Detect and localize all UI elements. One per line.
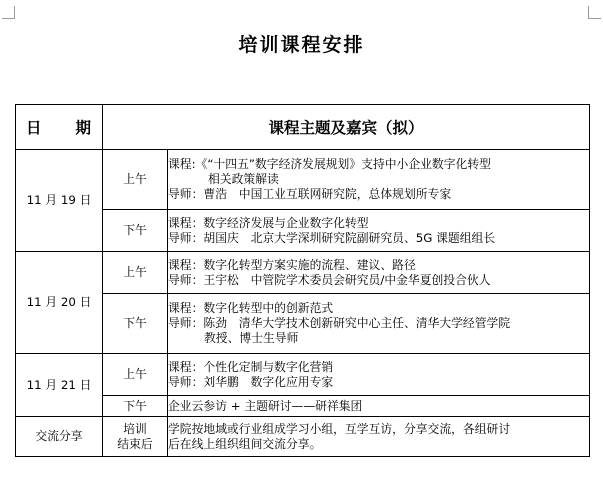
table-row xyxy=(16,354,590,396)
page-corner-mark-right xyxy=(588,6,601,19)
course-line: 企业云参访 + 主题研讨——研祥集团 xyxy=(168,398,363,413)
header-date xyxy=(16,105,103,150)
document-title: 培训课程安排 xyxy=(238,34,365,56)
table-header-row xyxy=(16,105,590,150)
session-period: 下午 xyxy=(103,210,168,252)
exchange-period xyxy=(103,417,168,457)
table-row xyxy=(16,150,590,210)
header-date-label: 日 期 xyxy=(25,117,92,137)
course-line: 课程：数字化转型方案实施的流程、建议、路径 xyxy=(168,257,416,272)
header-topic: 课程主题及嘉宾（拟） xyxy=(103,105,590,150)
session-period: 下午 xyxy=(103,396,168,417)
day-date: 11 月 20 日 xyxy=(16,252,103,354)
speaker-line: 导师：王宇松 中管院学术委员会研究员/中金华夏创投合伙人 xyxy=(168,272,491,287)
table-row xyxy=(16,252,590,294)
table-row xyxy=(16,417,590,457)
day-date: 11 月 21 日 xyxy=(16,354,103,417)
session-detail xyxy=(168,396,590,417)
day-date: 11 月 19 日 xyxy=(16,150,103,252)
session-detail xyxy=(168,294,590,354)
session-detail xyxy=(168,210,590,252)
exchange-period-line: 培训 xyxy=(123,421,147,436)
speaker-line: 导师：刘华鹏 数字化应用专家 xyxy=(168,374,334,389)
course-line: 课程:《“十四五”数字经济发展规划》支持中小企业数字化转型 xyxy=(168,157,491,171)
session-period: 上午 xyxy=(103,252,168,294)
table-row xyxy=(16,294,590,354)
page-corner-mark-left xyxy=(2,6,15,19)
session-period: 上午 xyxy=(103,150,168,210)
exchange-detail xyxy=(168,417,590,457)
exchange-label: 交流分享 xyxy=(16,417,103,457)
speaker-line: 教授、博士生导师 xyxy=(204,331,299,345)
session-detail xyxy=(168,354,590,396)
course-line: 相关政策解读 xyxy=(208,172,279,186)
schedule-table xyxy=(15,104,590,457)
speaker-line: 导师：胡国庆 北京大学深圳研究院副研究员、5G 课题组组长 xyxy=(168,230,496,245)
course-line: 课程：数字化转型中的创新范式 xyxy=(168,301,334,315)
table-row xyxy=(16,396,590,417)
exchange-period-line: 结束后 xyxy=(117,436,153,451)
speaker-line: 导师：曹浩 中国工业互联网研究院，总体规划所专家 xyxy=(168,187,452,201)
session-detail xyxy=(168,252,590,294)
table-row xyxy=(16,210,590,252)
exchange-text-line: 学院按地域或行业组成学习小组，互学互访，分享交流，各组研讨 xyxy=(168,421,511,436)
session-detail xyxy=(168,150,590,210)
course-line: 课程：数字经济发展与企业数字化转型 xyxy=(168,215,369,230)
session-period: 下午 xyxy=(103,294,168,354)
session-period: 上午 xyxy=(103,354,168,396)
speaker-line: 导师：陈劲 清华大学技术创新研究中心主任、清华大学经管学院 xyxy=(168,316,511,330)
course-line: 课程：个性化定制与数字化营销 xyxy=(168,359,334,374)
exchange-text-line: 后在线上组织组间交流分享。 xyxy=(168,436,322,451)
